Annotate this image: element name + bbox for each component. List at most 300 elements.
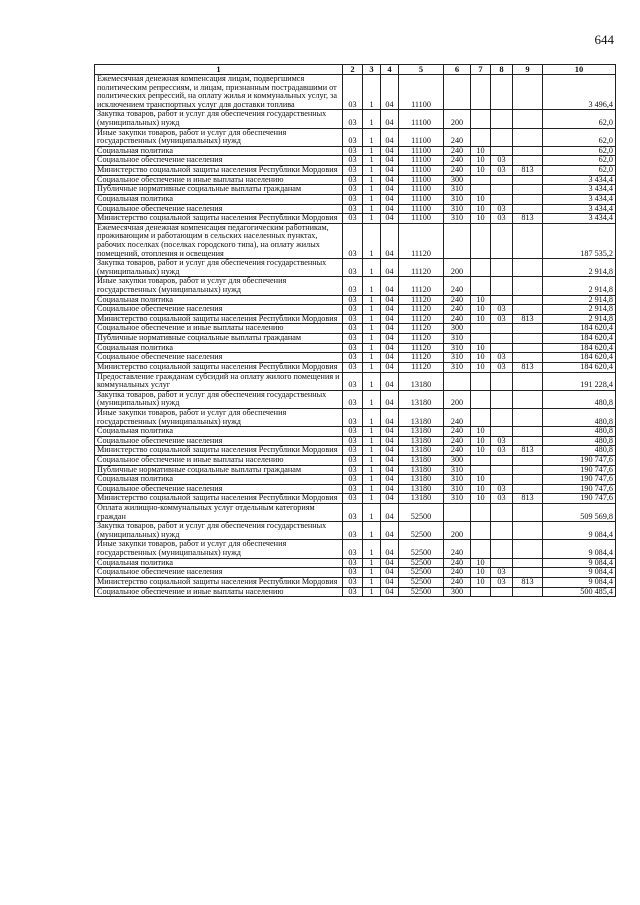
row-name-cell: Предоставление гражданам субсидий на оплату жилого помещения и коммунальных услуг (95, 372, 343, 390)
code-cell: 04 (381, 110, 399, 128)
code-cell: 10 (471, 475, 491, 485)
code-cell (471, 587, 491, 597)
code-cell: 03 (491, 446, 513, 456)
column-header: 9 (513, 65, 543, 75)
row-name-cell: Министерство социальной защиты населения Республики Мордовия (95, 446, 343, 456)
code-cell (491, 324, 513, 334)
code-cell: 240 (444, 558, 471, 568)
column-header: 2 (343, 65, 363, 75)
code-cell: 11100 (399, 166, 444, 176)
code-cell (513, 324, 543, 334)
amount-cell: 3 434,4 (543, 175, 616, 185)
code-cell: 11120 (399, 314, 444, 324)
code-cell: 13180 (399, 427, 444, 437)
code-cell: 1 (363, 408, 381, 426)
code-cell: 1 (363, 568, 381, 578)
code-cell: 240 (444, 408, 471, 426)
code-cell (491, 185, 513, 195)
table-row (95, 75, 616, 110)
code-cell (513, 204, 543, 214)
code-cell: 04 (381, 166, 399, 176)
amount-cell: 3 434,4 (543, 185, 616, 195)
amount-cell: 9 084,4 (543, 568, 616, 578)
code-cell: 03 (343, 259, 363, 277)
code-cell (491, 334, 513, 344)
amount-cell: 480,8 (543, 390, 616, 408)
code-cell: 11120 (399, 223, 444, 258)
code-cell: 200 (444, 110, 471, 128)
code-cell: 04 (381, 475, 399, 485)
code-cell: 03 (343, 540, 363, 558)
code-cell (513, 587, 543, 597)
code-cell: 11100 (399, 146, 444, 156)
code-cell: 200 (444, 522, 471, 540)
amount-cell: 2 914,8 (543, 277, 616, 295)
row-name-cell: Закупка товаров, работ и услуг для обеспечения государственных (муниципальных) нужд (95, 110, 343, 128)
code-cell: 13180 (399, 475, 444, 485)
code-cell: 200 (444, 259, 471, 277)
code-cell (513, 75, 543, 110)
code-cell (471, 408, 491, 426)
amount-cell: 9 084,4 (543, 540, 616, 558)
code-cell (513, 522, 543, 540)
table-row (95, 277, 616, 295)
code-cell: 240 (444, 577, 471, 587)
code-cell: 04 (381, 223, 399, 258)
column-header: 10 (543, 65, 616, 75)
code-cell: 10 (471, 436, 491, 446)
row-name-cell: Министерство социальной защиты населения Республики Мордовия (95, 362, 343, 372)
code-cell: 1 (363, 558, 381, 568)
code-cell (513, 408, 543, 426)
column-header: 6 (444, 65, 471, 75)
code-cell: 240 (444, 436, 471, 446)
code-cell: 03 (491, 568, 513, 578)
code-cell: 11100 (399, 175, 444, 185)
code-cell: 1 (363, 166, 381, 176)
amount-cell: 480,8 (543, 446, 616, 456)
amount-cell: 9 084,4 (543, 558, 616, 568)
code-cell: 03 (343, 110, 363, 128)
code-cell: 11100 (399, 156, 444, 166)
amount-cell: 9 084,4 (543, 522, 616, 540)
code-cell: 03 (343, 446, 363, 456)
table-row (95, 522, 616, 540)
row-name-cell: Иные закупки товаров, работ и услуг для обеспечения государственных (муниципальных) нужд (95, 408, 343, 426)
code-cell: 03 (343, 427, 363, 437)
code-cell: 04 (381, 362, 399, 372)
code-cell (491, 110, 513, 128)
code-cell (471, 522, 491, 540)
code-cell (491, 175, 513, 185)
row-name-cell: Министерство социальной защиты населения Республики Мордовия (95, 577, 343, 587)
code-cell: 04 (381, 343, 399, 353)
row-name-cell: Публичные нормативные социальные выплаты гражданам (95, 465, 343, 475)
code-cell: 1 (363, 314, 381, 324)
code-cell: 310 (444, 362, 471, 372)
code-cell: 240 (444, 305, 471, 315)
code-cell: 1 (363, 446, 381, 456)
code-cell: 11100 (399, 194, 444, 204)
amount-cell: 500 485,4 (543, 587, 616, 597)
code-cell (491, 540, 513, 558)
column-header: 8 (491, 65, 513, 75)
code-cell: 240 (444, 568, 471, 578)
code-cell: 04 (381, 484, 399, 494)
code-cell: 240 (444, 277, 471, 295)
code-cell: 11100 (399, 204, 444, 214)
table-row (95, 204, 616, 214)
code-cell: 03 (343, 455, 363, 465)
code-cell (471, 390, 491, 408)
code-cell: 11100 (399, 185, 444, 195)
row-name-cell: Социальное обеспечение населения (95, 484, 343, 494)
code-cell: 04 (381, 408, 399, 426)
code-cell: 200 (444, 390, 471, 408)
code-cell: 04 (381, 75, 399, 110)
code-cell: 1 (363, 75, 381, 110)
code-cell: 10 (471, 314, 491, 324)
code-cell: 03 (343, 166, 363, 176)
code-cell: 1 (363, 540, 381, 558)
code-cell: 11120 (399, 277, 444, 295)
code-cell (491, 475, 513, 485)
code-cell: 13180 (399, 390, 444, 408)
code-cell: 04 (381, 324, 399, 334)
amount-cell: 184 620,4 (543, 334, 616, 344)
code-cell (513, 334, 543, 344)
code-cell (513, 484, 543, 494)
code-cell: 10 (471, 343, 491, 353)
code-cell: 1 (363, 522, 381, 540)
row-name-cell: Социальная политика (95, 475, 343, 485)
code-cell: 13180 (399, 408, 444, 426)
code-cell: 04 (381, 175, 399, 185)
code-cell (513, 390, 543, 408)
code-cell: 10 (471, 295, 491, 305)
code-cell: 310 (444, 494, 471, 504)
code-cell: 1 (363, 156, 381, 166)
code-cell: 10 (471, 427, 491, 437)
column-header: 3 (363, 65, 381, 75)
code-cell: 04 (381, 305, 399, 315)
amount-cell: 2 914,8 (543, 259, 616, 277)
code-cell: 1 (363, 295, 381, 305)
code-cell: 03 (343, 223, 363, 258)
table-row (95, 314, 616, 324)
code-cell: 03 (343, 372, 363, 390)
amount-cell: 62,0 (543, 166, 616, 176)
code-cell (471, 504, 491, 522)
code-cell (471, 455, 491, 465)
code-cell (471, 259, 491, 277)
code-cell (513, 175, 543, 185)
code-cell: 310 (444, 343, 471, 353)
code-cell: 03 (343, 475, 363, 485)
code-cell: 04 (381, 146, 399, 156)
code-cell: 03 (343, 334, 363, 344)
code-cell: 10 (471, 353, 491, 363)
code-cell: 813 (513, 577, 543, 587)
code-cell: 11100 (399, 75, 444, 110)
table-row (95, 558, 616, 568)
code-cell: 03 (343, 577, 363, 587)
table-row (95, 455, 616, 465)
code-cell: 1 (363, 175, 381, 185)
amount-cell: 2 914,8 (543, 305, 616, 315)
code-cell: 52500 (399, 568, 444, 578)
code-cell (491, 558, 513, 568)
code-cell: 04 (381, 259, 399, 277)
code-cell: 11100 (399, 110, 444, 128)
code-cell: 03 (343, 343, 363, 353)
table-row (95, 223, 616, 258)
code-cell (471, 175, 491, 185)
code-cell: 03 (491, 214, 513, 224)
code-cell (491, 465, 513, 475)
code-cell (471, 465, 491, 475)
code-cell: 04 (381, 353, 399, 363)
code-cell: 13180 (399, 372, 444, 390)
code-cell: 03 (491, 166, 513, 176)
code-cell (491, 427, 513, 437)
code-cell: 240 (444, 128, 471, 146)
code-cell (513, 110, 543, 128)
code-cell: 04 (381, 314, 399, 324)
code-cell: 13180 (399, 446, 444, 456)
code-cell: 310 (444, 475, 471, 485)
row-name-cell: Социальная политика (95, 295, 343, 305)
code-cell (513, 305, 543, 315)
code-cell: 240 (444, 166, 471, 176)
row-name-cell: Социальное обеспечение населения (95, 204, 343, 214)
table-row (95, 494, 616, 504)
code-cell: 1 (363, 277, 381, 295)
code-cell: 1 (363, 214, 381, 224)
code-cell (513, 128, 543, 146)
code-cell: 04 (381, 372, 399, 390)
code-cell: 10 (471, 204, 491, 214)
code-cell: 310 (444, 465, 471, 475)
code-cell: 240 (444, 295, 471, 305)
column-header: 5 (399, 65, 444, 75)
table-row (95, 577, 616, 587)
row-name-cell: Министерство социальной защиты населения Республики Мордовия (95, 494, 343, 504)
code-cell: 10 (471, 494, 491, 504)
code-cell: 10 (471, 558, 491, 568)
table-row (95, 353, 616, 363)
code-cell (471, 372, 491, 390)
code-cell (444, 75, 471, 110)
row-name-cell: Ежемесячная денежная компенсация педагогическим работникам, проживающим и работающим в сельских населенных пунктах, рабочих поселках (поселках городского типа), на оплату жилых помещений, отопления и освещения (95, 223, 343, 258)
code-cell: 04 (381, 540, 399, 558)
amount-cell: 191 228,4 (543, 372, 616, 390)
code-cell (513, 343, 543, 353)
amount-cell: 9 084,4 (543, 577, 616, 587)
column-header: 7 (471, 65, 491, 75)
code-cell: 813 (513, 314, 543, 324)
table-row (95, 295, 616, 305)
code-cell (491, 295, 513, 305)
table-row (95, 390, 616, 408)
code-cell: 1 (363, 390, 381, 408)
code-cell: 03 (343, 522, 363, 540)
code-cell: 1 (363, 305, 381, 315)
code-cell: 03 (343, 214, 363, 224)
row-name-cell: Иные закупки товаров, работ и услуг для обеспечения государственных (муниципальных) нужд (95, 128, 343, 146)
code-cell: 10 (471, 146, 491, 156)
code-cell: 10 (471, 166, 491, 176)
code-cell (471, 223, 491, 258)
table-row (95, 504, 616, 522)
code-cell (471, 110, 491, 128)
table-row (95, 259, 616, 277)
code-cell: 04 (381, 436, 399, 446)
code-cell: 1 (363, 223, 381, 258)
code-cell (513, 427, 543, 437)
code-cell (471, 277, 491, 295)
code-cell: 03 (343, 353, 363, 363)
code-cell: 04 (381, 427, 399, 437)
code-cell: 04 (381, 446, 399, 456)
code-cell: 813 (513, 362, 543, 372)
table-row (95, 343, 616, 353)
code-cell: 03 (343, 305, 363, 315)
code-cell: 03 (491, 305, 513, 315)
code-cell: 10 (471, 156, 491, 166)
code-cell (513, 436, 543, 446)
amount-cell: 62,0 (543, 146, 616, 156)
code-cell: 03 (343, 314, 363, 324)
code-cell: 10 (471, 446, 491, 456)
table-row (95, 146, 616, 156)
row-name-cell: Министерство социальной защиты населения Республики Мордовия (95, 314, 343, 324)
code-cell (513, 372, 543, 390)
code-cell: 04 (381, 455, 399, 465)
code-cell: 03 (343, 504, 363, 522)
code-cell (491, 390, 513, 408)
code-cell: 300 (444, 587, 471, 597)
amount-cell: 480,8 (543, 436, 616, 446)
code-cell: 03 (343, 194, 363, 204)
code-cell (491, 587, 513, 597)
row-name-cell: Закупка товаров, работ и услуг для обеспечения государственных (муниципальных) нужд (95, 259, 343, 277)
code-cell: 813 (513, 214, 543, 224)
code-cell (513, 540, 543, 558)
amount-cell: 3 496,4 (543, 75, 616, 110)
code-cell: 1 (363, 484, 381, 494)
code-cell: 03 (491, 156, 513, 166)
code-cell: 300 (444, 455, 471, 465)
code-cell: 03 (343, 558, 363, 568)
code-cell: 03 (343, 277, 363, 295)
code-cell (513, 475, 543, 485)
code-cell: 04 (381, 558, 399, 568)
row-name-cell: Социальная политика (95, 194, 343, 204)
table-header-row (95, 65, 616, 75)
code-cell: 03 (343, 390, 363, 408)
code-cell: 1 (363, 494, 381, 504)
code-cell: 1 (363, 128, 381, 146)
code-cell: 10 (471, 577, 491, 587)
row-name-cell: Закупка товаров, работ и услуг для обеспечения государственных (муниципальных) нужд (95, 390, 343, 408)
amount-cell: 2 914,8 (543, 314, 616, 324)
code-cell: 11100 (399, 214, 444, 224)
code-cell (471, 540, 491, 558)
row-name-cell: Социальное обеспечение и иные выплаты населению (95, 175, 343, 185)
table-row (95, 110, 616, 128)
code-cell: 03 (343, 436, 363, 446)
code-cell: 03 (343, 568, 363, 578)
code-cell: 03 (343, 324, 363, 334)
row-name-cell: Социальная политика (95, 146, 343, 156)
table-row (95, 128, 616, 146)
code-cell: 03 (343, 204, 363, 214)
code-cell: 1 (363, 110, 381, 128)
code-cell (513, 353, 543, 363)
code-cell: 52500 (399, 540, 444, 558)
code-cell: 04 (381, 494, 399, 504)
table-row (95, 475, 616, 485)
code-cell: 13180 (399, 494, 444, 504)
code-cell: 04 (381, 204, 399, 214)
code-cell: 03 (343, 185, 363, 195)
code-cell: 03 (343, 146, 363, 156)
code-cell: 1 (363, 362, 381, 372)
amount-cell: 3 434,4 (543, 214, 616, 224)
code-cell: 10 (471, 214, 491, 224)
code-cell (491, 75, 513, 110)
column-header: 1 (95, 65, 343, 75)
code-cell: 310 (444, 214, 471, 224)
row-name-cell: Министерство социальной защиты населения Республики Мордовия (95, 166, 343, 176)
amount-cell: 184 620,4 (543, 362, 616, 372)
code-cell (471, 324, 491, 334)
amount-cell: 2 914,8 (543, 295, 616, 305)
code-cell: 1 (363, 427, 381, 437)
row-name-cell: Социальная политика (95, 343, 343, 353)
row-name-cell: Социальное обеспечение населения (95, 568, 343, 578)
code-cell (513, 146, 543, 156)
code-cell: 03 (491, 484, 513, 494)
code-cell: 300 (444, 324, 471, 334)
table-row (95, 408, 616, 426)
amount-cell: 190 747,6 (543, 475, 616, 485)
table-row (95, 540, 616, 558)
code-cell: 11120 (399, 334, 444, 344)
code-cell: 11120 (399, 324, 444, 334)
column-header: 4 (381, 65, 399, 75)
code-cell: 04 (381, 194, 399, 204)
code-cell (444, 372, 471, 390)
code-cell: 52500 (399, 577, 444, 587)
amount-cell: 62,0 (543, 128, 616, 146)
code-cell: 11120 (399, 353, 444, 363)
amount-cell: 62,0 (543, 156, 616, 166)
amount-cell: 184 620,4 (543, 324, 616, 334)
code-cell: 03 (491, 577, 513, 587)
code-cell (491, 343, 513, 353)
code-cell: 03 (343, 494, 363, 504)
code-cell: 04 (381, 334, 399, 344)
code-cell: 03 (491, 436, 513, 446)
code-cell: 13180 (399, 436, 444, 446)
table-body (95, 65, 616, 597)
row-name-cell: Социальное обеспечение населения (95, 353, 343, 363)
code-cell: 04 (381, 295, 399, 305)
table-row (95, 484, 616, 494)
code-cell (491, 408, 513, 426)
